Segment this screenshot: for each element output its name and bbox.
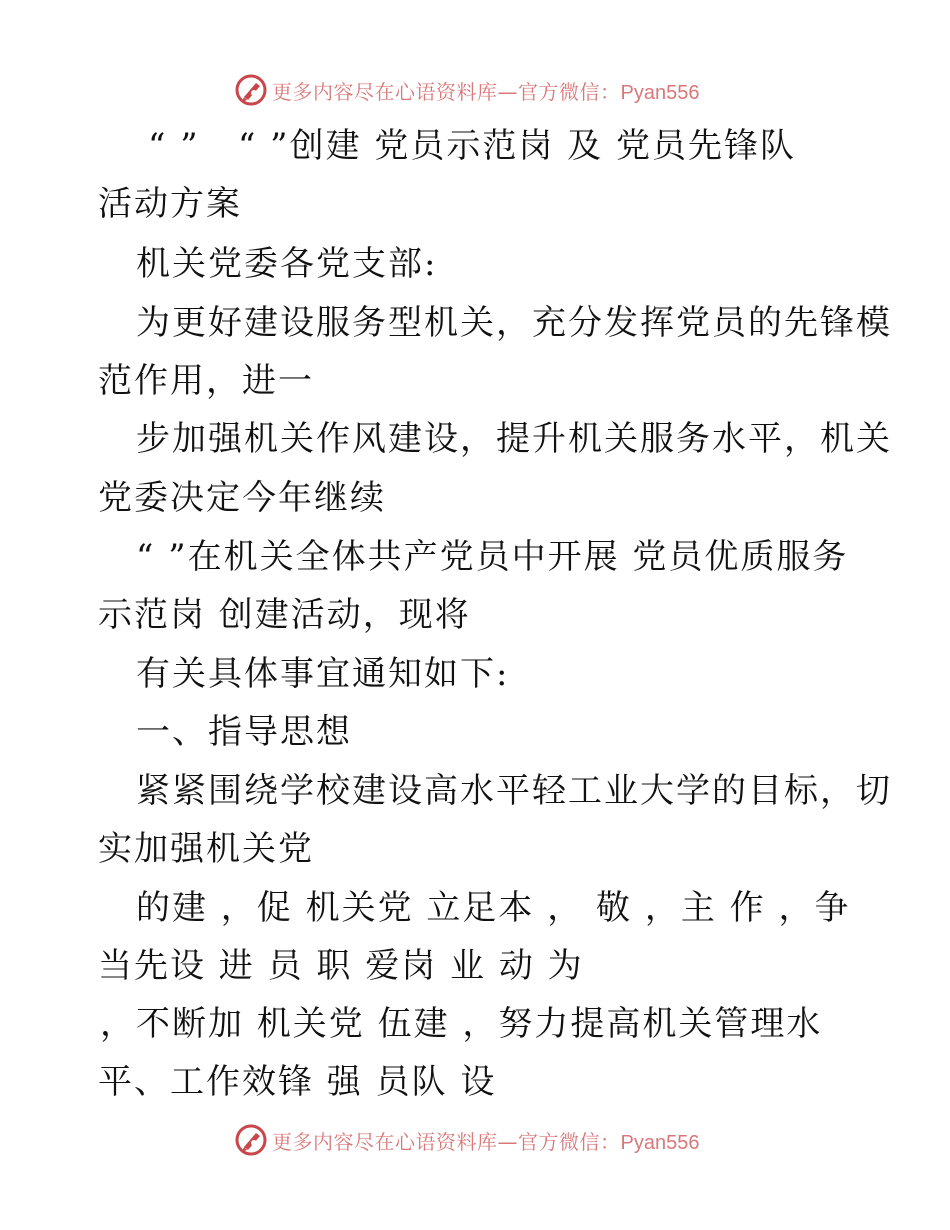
paragraph-6-line2: 当先设 进 员 职 爱岗 业 动 为 bbox=[98, 946, 584, 986]
paragraph-2-line1: 步加强机关作风建设，提升机关服务水平，机关 bbox=[136, 419, 892, 459]
watermark-wechat-id: Pyan556 bbox=[620, 1131, 700, 1154]
paragraph-6-line1: 的建 ，促 机关党 立足本 ， 敬 ，主 作 ，争 bbox=[136, 888, 851, 928]
footer-watermark bbox=[234, 1122, 734, 1158]
paragraph-1-line1: 为更好建设服务型机关，充分发挥党员的先锋模 bbox=[136, 303, 892, 343]
paragraph-3-line1: “ ”在机关全体共产党员中开展 党员优质服务 bbox=[136, 537, 849, 577]
paragraph-7-line2: 平、工作效锋 强 员队 设 bbox=[98, 1062, 497, 1102]
paragraph-7-line1: ，不断加 机关党 伍建 ，努力提高机关管理水 bbox=[100, 1004, 823, 1044]
paragraph-5-line1: 紧紧围绕学校建设高水平轻工业大学的目标，切 bbox=[136, 771, 892, 811]
salutation: 机关党委各党支部: bbox=[136, 244, 438, 284]
paragraph-1-line2: 范作用，进一 bbox=[98, 361, 314, 401]
pen-logo-icon bbox=[234, 1123, 268, 1157]
document-title-line2: 活动方案 bbox=[98, 184, 242, 224]
paragraph-2-line2: 党委决定今年继续 bbox=[98, 478, 386, 518]
paragraph-3-line2: 示范岗 创建活动，现将 bbox=[98, 595, 471, 635]
watermark-text: 更多内容尽在心语资料库—官方微信：Pyan556 bbox=[272, 1129, 700, 1154]
watermark-wechat-id: Pyan556 bbox=[620, 81, 700, 104]
document-title-line1: “ ” “ ”创建 党员示范岗 及 党员先锋队 bbox=[148, 126, 796, 166]
paragraph-4: 有关具体事宜通知如下: bbox=[136, 654, 510, 694]
paragraph-5-line2: 实加强机关党 bbox=[98, 829, 314, 869]
section-heading-1: 一、指导思想 bbox=[136, 712, 352, 752]
watermark-text: 更多内容尽在心语资料库—官方微信：Pyan556 bbox=[272, 79, 700, 104]
